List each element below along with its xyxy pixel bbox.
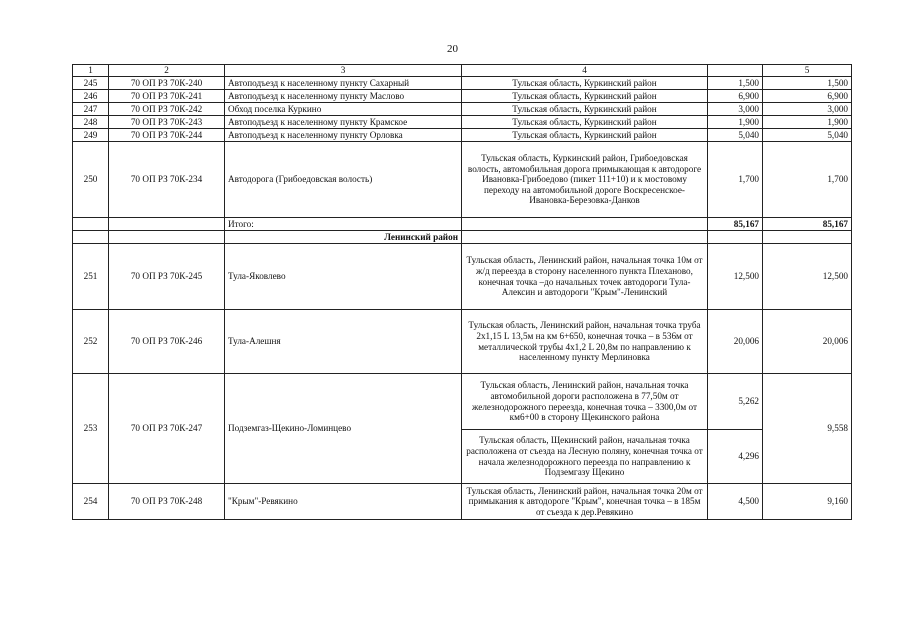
road-length: 5,040 <box>708 129 763 142</box>
road-name: Тула-Алешня <box>225 310 462 374</box>
table-row <box>73 374 852 430</box>
row-number: 250 <box>73 142 109 218</box>
road-name: Обход поселка Куркино <box>225 103 462 116</box>
road-code: 70 ОП РЗ 70К-234 <box>109 142 225 218</box>
row-number: 246 <box>73 90 109 103</box>
road-code: 70 ОП РЗ 70К-242 <box>109 103 225 116</box>
section-title: Ленинский район <box>225 231 462 244</box>
road-name: "Крым"-Ревякино <box>225 484 462 520</box>
road-name: Автодорога (Грибоедовская волость) <box>225 142 462 218</box>
road-length: 4,500 <box>708 484 763 520</box>
road-location: Тульская область, Куркинский район <box>462 129 708 142</box>
road-length: 20,006 <box>708 310 763 374</box>
roads-table <box>72 64 852 520</box>
row-number: 248 <box>73 116 109 129</box>
road-name: Тула-Яковлево <box>225 244 462 310</box>
row-number: 254 <box>73 484 109 520</box>
road-length: 12,500 <box>708 244 763 310</box>
road-name: Автоподъезд к населенному пункту Сахарный <box>225 77 462 90</box>
road-length: 5,262 <box>708 374 763 430</box>
road-code: 70 ОП РЗ 70К-243 <box>109 116 225 129</box>
road-total: 12,500 <box>763 244 852 310</box>
table-row <box>73 244 852 310</box>
road-total: 6,900 <box>763 90 852 103</box>
road-total: 20,006 <box>763 310 852 374</box>
table-row <box>73 77 852 90</box>
road-name: Подземгаз-Щекино-Ломинцево <box>225 374 462 484</box>
header-cell: 5 <box>763 65 852 77</box>
road-name: Автоподъезд к населенному пункту Крамское <box>225 116 462 129</box>
table-row <box>73 484 852 520</box>
table-header-row <box>73 65 852 77</box>
page-number: 20 <box>447 43 458 55</box>
road-location: Тульская область, Куркинский район <box>462 116 708 129</box>
total-label: Итого: <box>225 218 462 231</box>
total-row <box>73 218 852 231</box>
header-cell: 4 <box>462 65 708 77</box>
row-number: 251 <box>73 244 109 310</box>
total-sum: 85,167 <box>763 218 852 231</box>
road-code: 70 ОП РЗ 70К-247 <box>109 374 225 484</box>
road-total: 5,040 <box>763 129 852 142</box>
header-cell: 2 <box>109 65 225 77</box>
road-code: 70 ОП РЗ 70К-246 <box>109 310 225 374</box>
road-code: 70 ОП РЗ 70К-248 <box>109 484 225 520</box>
road-code: 70 ОП РЗ 70К-245 <box>109 244 225 310</box>
row-number: 247 <box>73 103 109 116</box>
road-location: Тульская область, Куркинский район <box>462 77 708 90</box>
table-row <box>73 310 852 374</box>
road-length: 1,900 <box>708 116 763 129</box>
road-location: Тульская область, Куркинский район <box>462 103 708 116</box>
road-code: 70 ОП РЗ 70К-241 <box>109 90 225 103</box>
road-length: 6,900 <box>708 90 763 103</box>
row-number: 253 <box>73 374 109 484</box>
road-location: Тульская область, Ленинский район, начальная точка автомобильной дороги расположена в 77,50м от железнодорожного переезда, конечная точка – 3300,0м от км6+00 в сторону Щекинского района <box>462 374 708 430</box>
table-row <box>73 103 852 116</box>
road-location: Тульская область, Ленинский район, начальная точка 10м от ж/д переезда в сторону населенного пункта Плеханово, конечная точка –до начальных точек автодороги Тула-Алексин и автодороги "Крым"-Ленинский <box>462 244 708 310</box>
road-length: 4,296 <box>708 430 763 484</box>
total-length: 85,167 <box>708 218 763 231</box>
road-location: Тульская область, Ленинский район, начальная точка труба 2х1,15 L 13,5м на км 6+650, конечная точка – в 536м от металлической трубы 4х1,2 L 20,8м по направлению к населенному пункту Мерлиновка <box>462 310 708 374</box>
road-location: Тульская область, Куркинский район, Грибоедовская волость, автомобильная дорога примыкающая к автодороге Ивановка-Грибоедово (пикет 111+10) и к мостовому переходу на автомобильной дороге Воскресенское-Ивановка-Березовка-Данков <box>462 142 708 218</box>
road-location: Тульская область, Куркинский район <box>462 90 708 103</box>
road-length: 1,500 <box>708 77 763 90</box>
road-total: 9,558 <box>763 374 852 484</box>
table-row <box>73 129 852 142</box>
header-cell: 1 <box>73 65 109 77</box>
road-total: 1,700 <box>763 142 852 218</box>
header-cell: 3 <box>225 65 462 77</box>
road-name: Автоподъезд к населенному пункту Орловка <box>225 129 462 142</box>
road-location: Тульская область, Щекинский район, начальная точка расположена от съезда на Лесную поляну, конечная точка от начала железнодорожного переезда по направлению к Подземгазу Щекино <box>462 430 708 484</box>
table-row <box>73 142 852 218</box>
table-row <box>73 116 852 129</box>
road-length: 1,700 <box>708 142 763 218</box>
row-number: 249 <box>73 129 109 142</box>
road-total: 9,160 <box>763 484 852 520</box>
road-code: 70 ОП РЗ 70К-240 <box>109 77 225 90</box>
row-number: 245 <box>73 77 109 90</box>
road-total: 1,900 <box>763 116 852 129</box>
header-cell-empty <box>708 65 763 77</box>
row-number: 252 <box>73 310 109 374</box>
section-row <box>73 231 852 244</box>
road-name: Автоподъезд к населенному пункту Маслово <box>225 90 462 103</box>
road-code: 70 ОП РЗ 70К-244 <box>109 129 225 142</box>
road-length: 3,000 <box>708 103 763 116</box>
road-total: 1,500 <box>763 77 852 90</box>
road-location: Тульская область, Ленинский район, начальная точка 20м от примыкания к автодороге "Крым", конечная точка – в 185м от съезда к дер.Ревякино <box>462 484 708 520</box>
table-row <box>73 90 852 103</box>
road-total: 3,000 <box>763 103 852 116</box>
